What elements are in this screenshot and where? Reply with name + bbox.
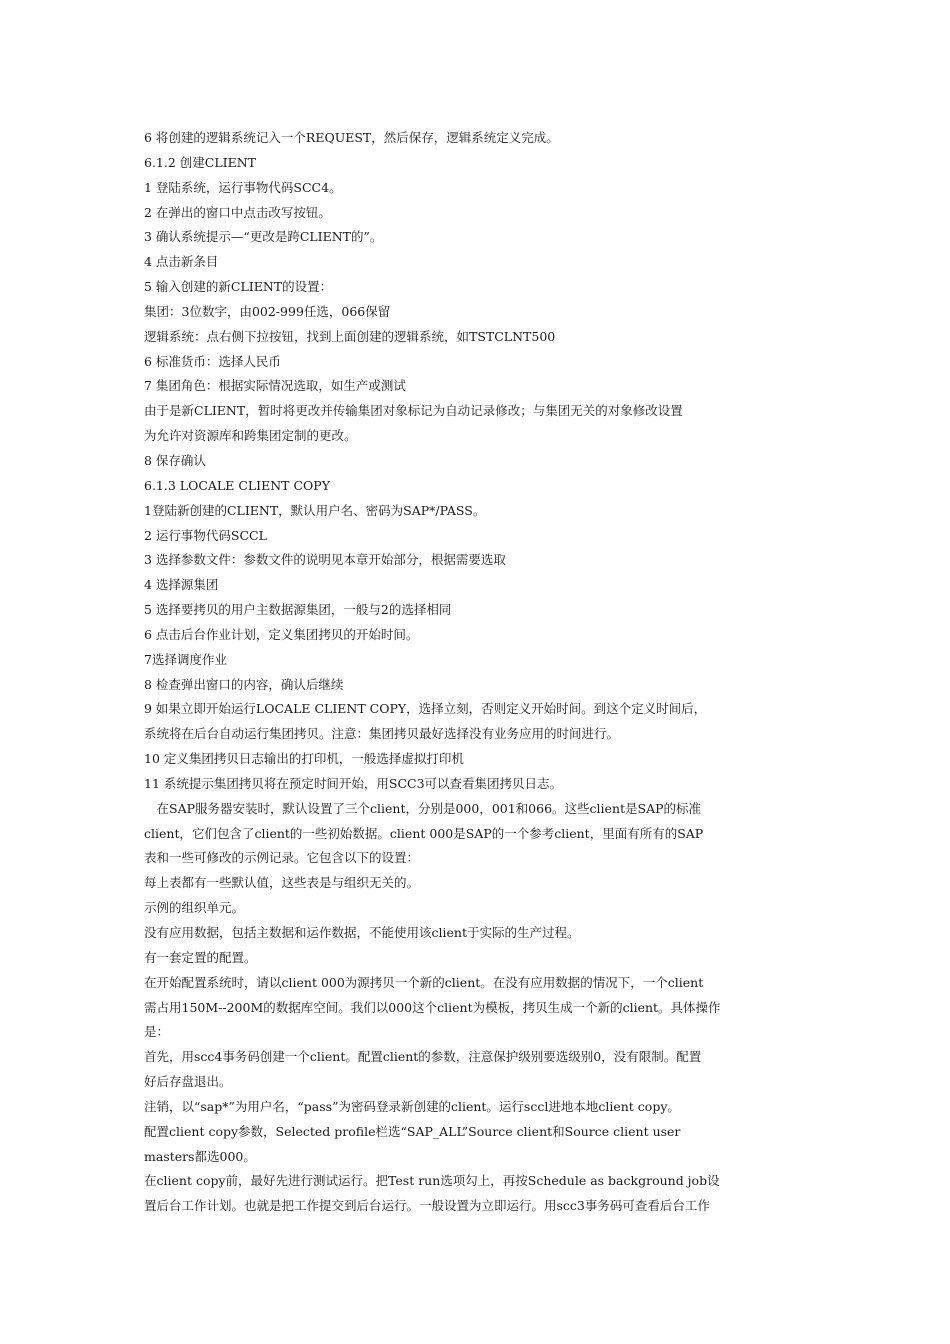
text-line: 7 集团角色：根据实际情况选取，如生产或测试 bbox=[144, 378, 406, 394]
text-line: 7选择调度作业 bbox=[144, 651, 227, 667]
text-line: 5 选择要拷贝的用户主数据源集团，一般与2的选择相同 bbox=[144, 602, 452, 618]
text-line: 每上表都有一些默认值，这些表是与组织无关的。 bbox=[144, 875, 420, 891]
text-line: 集团：3位数字，由002-999任选，066保留 bbox=[144, 303, 391, 319]
text-line: 10 定义集团拷贝日志输出的打印机，一般选择虚拟打印机 bbox=[144, 751, 464, 767]
text-line: 2 运行事物代码SCCL bbox=[144, 527, 267, 543]
text-line: 注销，以“sap*”为用户名，“pass”为密码登录新创建的client。运行sccl进地本地client copy。 bbox=[144, 1098, 680, 1114]
text-line: 有一套定置的配置。 bbox=[144, 949, 257, 965]
text-line: 4 点击新条目 bbox=[144, 254, 219, 270]
text-line: 为允许对资源库和跨集团定制的更改。 bbox=[144, 428, 357, 444]
text-line: 首先，用scc4事务码创建一个client。配置client的参数，注意保护级别要选级别0，没有限制。配置 bbox=[144, 1049, 702, 1065]
text-line: 在SAP服务器安装时，默认设置了三个client，分别是000，001和066。这些client是SAP的标准 bbox=[144, 800, 702, 816]
text-line: 11 系统提示集团拷贝将在预定时间开始，用SCC3可以查看集团拷贝日志。 bbox=[144, 775, 563, 791]
text-line: 6 点击后台作业计划，定义集团拷贝的开始时间。 bbox=[144, 626, 419, 642]
text-line: 系统将在后台自动运行集团拷贝。注意：集团拷贝最好选择没有业务应用的时间进行。 bbox=[144, 726, 620, 742]
text-line: 8 检查弹出窗口的内容，确认后继续 bbox=[144, 676, 344, 692]
text-line: 6.1.3 LOCALE CLIENT COPY bbox=[144, 477, 330, 493]
text-line: masters都选000。 bbox=[144, 1148, 256, 1164]
text-line: 2 在弹出的窗口中点击改写按钮。 bbox=[144, 204, 331, 220]
text-line: 配置client copy参数，Selected profile栏选“SAP_ALL”Source client和Source client user bbox=[144, 1123, 681, 1139]
text-line: 5 输入创建的新CLIENT的设置： bbox=[144, 279, 333, 295]
text-line: 示例的组织单元。 bbox=[144, 900, 245, 916]
text-line: 表和一些可修改的示例记录。它包含以下的设置： bbox=[144, 850, 420, 866]
text-line: 6.1.2 创建CLIENT bbox=[144, 154, 256, 170]
text-line: 是： bbox=[144, 1024, 170, 1040]
text-line: 1 登陆系统，运行事物代码SCC4。 bbox=[144, 179, 342, 195]
text-line: 需占用150M--200M的数据库空间。我们以000这个client为模板，拷贝生成一个新的client。具体操作 bbox=[144, 999, 721, 1015]
text-line: 在开始配置系统时，请以client 000为源拷贝一个新的client。在没有应用数据的情况下，一个client bbox=[144, 974, 704, 990]
text-line: 逻辑系统：点右侧下拉按钮，找到上面创建的逻辑系统，如TSTCLNT500 bbox=[144, 328, 556, 344]
text-line: 没有应用数据，包括主数据和运作数据，不能使用该client于实际的生产过程。 bbox=[144, 925, 580, 940]
text-line: 1登陆新创建的CLIENT，默认用户名、密码为SAP*/PASS。 bbox=[144, 502, 486, 518]
text-line: 6 将创建的逻辑系统记入一个REQUEST，然后保存，逻辑系统定义完成。 bbox=[144, 130, 559, 145]
text-line: 6 标准货币：选择人民币 bbox=[144, 353, 281, 369]
text-line: 8 保存确认 bbox=[144, 452, 206, 468]
text-line: 9 如果立即开始运行LOCALE CLIENT COPY，选择立刻，否则定义开始时间。到这个定义时间后， bbox=[144, 701, 707, 717]
document-body bbox=[144, 126, 804, 1219]
text-line: 置后台工作计划。也就是把工作提交到后台运行。一般设置为立即运行。用scc3事务码可查看后台工作 bbox=[144, 1198, 710, 1214]
text-line: 好后存盘退出。 bbox=[144, 1074, 232, 1090]
text-line: 3 确认系统提示—“更改是跨CLIENT的”。 bbox=[144, 229, 383, 245]
text-line: 3 选择参数文件：参数文件的说明见本章开始部分，根据需要选取 bbox=[144, 552, 506, 568]
text-line: client，它们包含了client的一些初始数据。client 000是SAP的一个参考client，里面有所有的SAP bbox=[144, 825, 704, 841]
text-line: 在client copy前，最好先进行测试运行。把Test run选项勾上，再按Schedule as background job设 bbox=[144, 1173, 720, 1189]
text-line: 4 选择源集团 bbox=[144, 577, 219, 593]
text-line: 由于是新CLIENT，暂时将更改并传输集团对象标记为自动记录修改；与集团无关的对象修改设置 bbox=[144, 403, 683, 419]
